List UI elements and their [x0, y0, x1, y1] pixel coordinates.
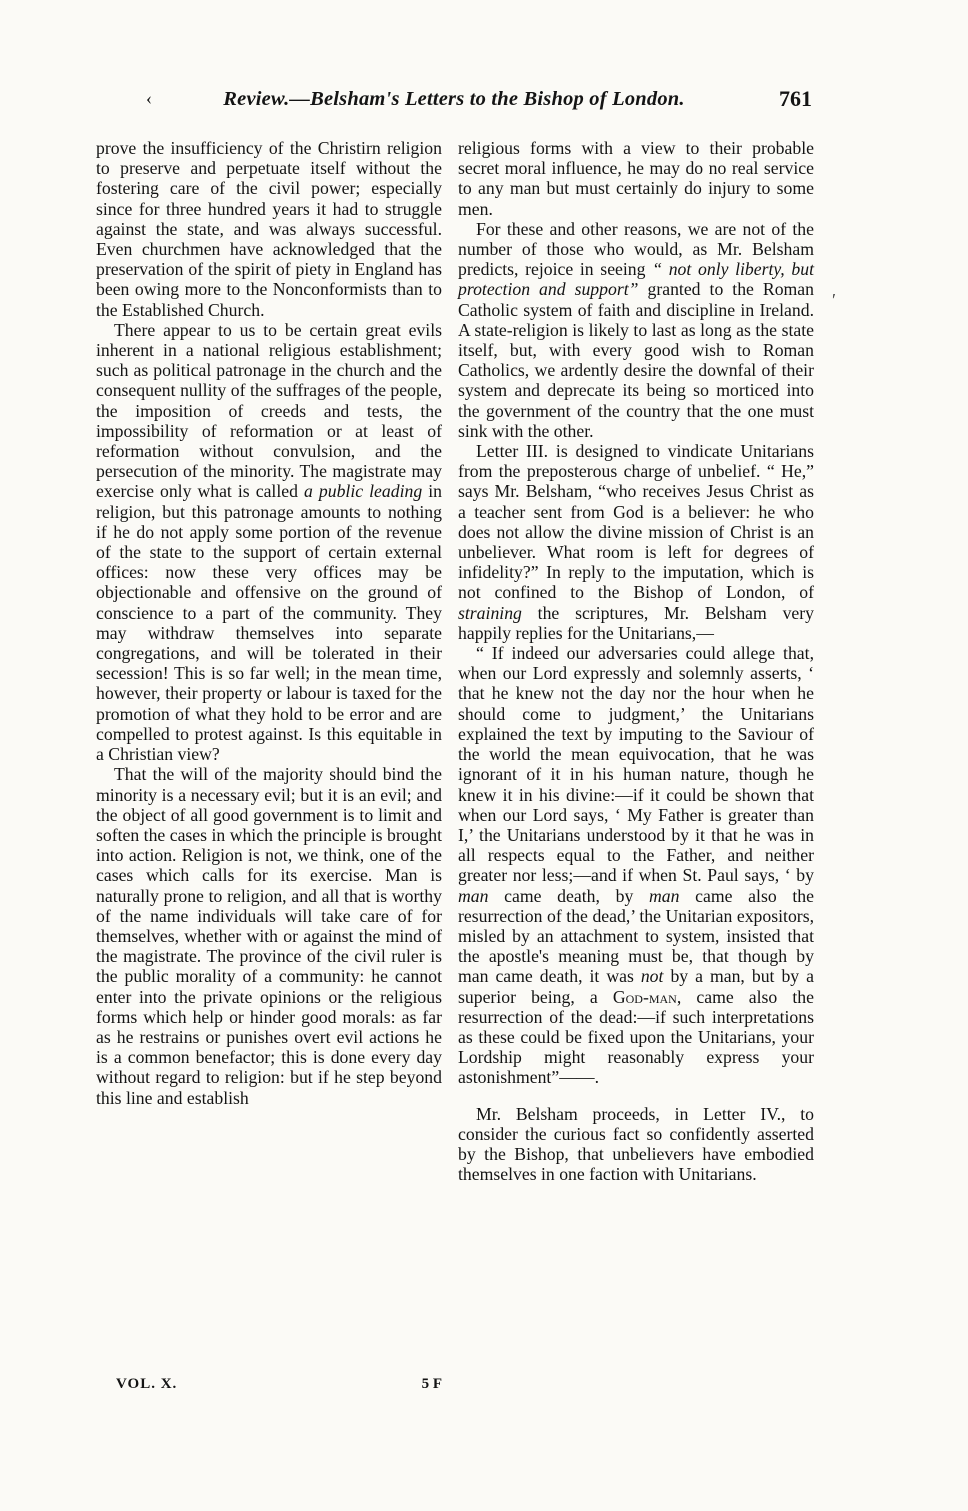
text-run: came death, by	[488, 885, 649, 906]
page-footer	[116, 1376, 442, 1398]
paragraph	[458, 441, 814, 643]
small-caps-word: God-man	[612, 986, 677, 1007]
paragraph	[96, 320, 442, 764]
block-quote	[458, 643, 814, 1087]
text-run: There appear to us to be certain great evils inherent in a national religious establishment; such as political patronage in the church and the consequent nullity of the suffrages of the people, the imposition of creeds and tests, the impossibility of reformation or at least of reformation without convulsion, and the persecution of the minority. The magistrate may exercise only what is called	[96, 319, 442, 502]
text-run: in religion, but this patronage amounts to nothing if he do not apply some portion of the revenue of the state to the support of certain external offices: now these very offices may be objectionable and offensive on the ground of conscience to a part of the community. They may withdraw themselves into separate congregations, and will be tolerated in their secession! This is so far well; in the mean time, however, their property or labour is taxed for the promotion of what they hold to be error and are compelled to protest against. Is this equitable in a Christian view?	[96, 481, 443, 765]
signature-mark: 5 F	[421, 1376, 442, 1392]
volume-label: VOL. X.	[116, 1376, 178, 1392]
page-number: 761	[779, 86, 812, 111]
italic-word: man	[649, 885, 680, 906]
stray-mark: ′	[832, 290, 836, 310]
italic-word: man	[458, 885, 489, 906]
italic-phrase: a public leading	[304, 481, 423, 502]
text-run: , came also the resurrection of the dead:—if such interpretations as these could be fixed upon the Unitarians, your Lordship might reasonably express your astonishment”——.	[458, 986, 814, 1088]
paragraph: Mr. Belsham proceeds, in Letter IV., to consider the curious fact so confidently asserted by the Bishop, that unbelievers have embodied themselves in one faction with Unitarians.	[458, 1103, 814, 1185]
text-run: by a man, but by a superior being, a	[458, 966, 814, 1007]
italic-phrase: straining	[458, 602, 522, 623]
running-head-title: Review.—Belsham's Letters to the Bishop of London.	[223, 88, 685, 110]
paragraph: prove the insufficiency of the Christirn religion to preserve and perpetuate itself without the fostering care of the civil power; especially since for three hundred years it had to struggle against the state, and was always successful. Even churchmen have acknowledged that the preservation of the spirit of piety in England has been owing more to the Nonconformists than to the Established Church.	[96, 138, 442, 320]
left-column	[96, 138, 442, 1108]
text-run: came also the resurrection of the dead,’ the Unitarian expositors, misled by an attachment to system, insisted that the apostle's meaning must be, that though by man came death, it was	[458, 885, 814, 987]
margin-mark: ‹	[146, 88, 152, 108]
text-run: “ If indeed our adversaries could allege that, when our Lord expressly and solemnly asserts, ‘ that he knew not the day nor the hour when he should come to judgment,’ the Unitarians explained the text by imputing to the Saviour of the world the mean equivocation, that he was ignorant of it in his human nature, though he knew it in his divine:—if it could be shown that when our Lord says, ‘ My Father is greater than I,’ the Unitarians understood by it that he was in all respects equal to the Father, and neither greater nor less;—and if when St. Paul says, ‘ by	[458, 643, 814, 886]
italic-phrase: “ not only liberty, but protection and support”	[458, 259, 814, 300]
paragraph: religious forms with a view to their probable secret moral influence, he may do no real service to any man but must certainly do injury to some men.	[458, 138, 814, 219]
paragraph: That the will of the majority should bind the minority is a necessary evil; but it is an evil; and the object of all good government is to limit and soften the cases in which the principle is brought into action. Religion is not, we think, one of the cases which calls for its exercise. Man is naturally prone to religion, and all that is worthy of the name individuals will take care of for themselves, whether with or against the mind of the magistrate. The province of the civil ruler is the public morality of a community: he cannot enter into the private opinions or the religious forms which help or hinder good morals: as far as he restrains or punishes overt evil actions he is a common benefactor; this is done every day without regard to religion: but if he step beyond this line and establish	[96, 764, 442, 1108]
right-column	[458, 138, 814, 1184]
text-run: the scriptures, Mr. Belsham very happily replies for the Unitarians,—	[458, 602, 814, 643]
running-head	[96, 88, 812, 122]
italic-word: not	[640, 966, 664, 987]
text-run: Letter III. is designed to vindicate Unitarians from the preposterous charge of unbelief. “ He,” says Mr. Belsham, “who receives Jesus Christ as a teacher sent from God is a believer: he who does not allow the divine mission of Christ is an unbeliever. What room is left for degrees of infidelity?” In reply to the imputation, which is not confined to the Bishop of London, of	[458, 441, 814, 603]
text-run: granted to the Roman Catholic system of faith and discipline in Ireland. A state-religion is likely to last as long as the state itself, but, with every good wish to Roman Catholics, we ardently desire the downfal of their system and deprecate its being so morticed into the government of the country that the one must sink with the other.	[458, 279, 814, 441]
paragraph	[458, 219, 814, 441]
text-run: For these and other reasons, we are not of the number of those who would, as Mr. Belsham predicts, rejoice in seeing	[458, 218, 814, 280]
